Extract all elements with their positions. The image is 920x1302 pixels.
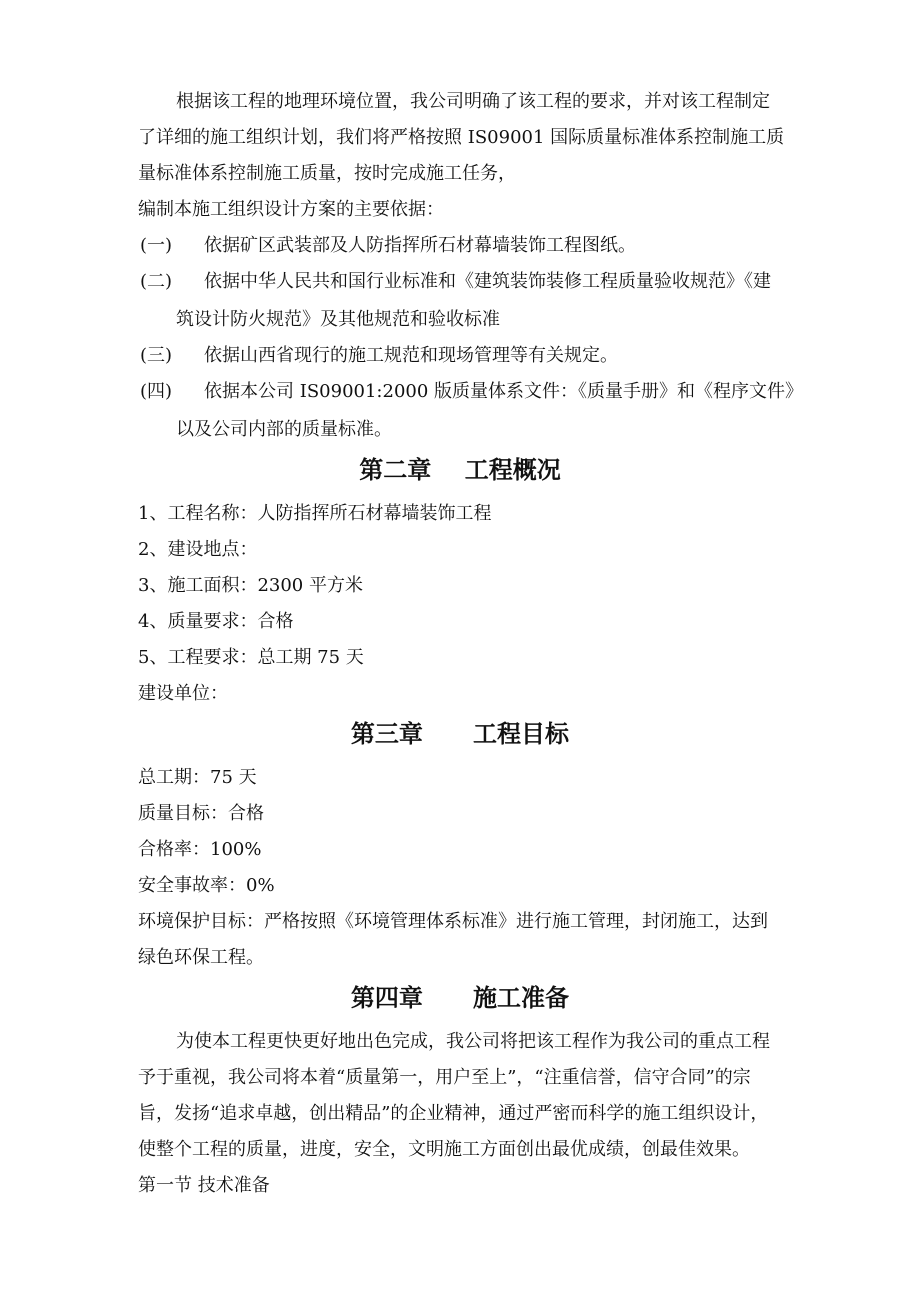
basis-num-3: (三) — [140, 345, 173, 366]
basis-text-1: 依据矿区武装部及人防指挥所石材幕墙装饰工程图纸。 — [204, 235, 636, 256]
intro-line-3: 量标准体系控制施工质量，按时完成施工任务， — [138, 163, 516, 184]
schedule-requirement: 5、工程要求：总工期 75 天 — [138, 647, 364, 668]
quality-target: 质量目标：合格 — [138, 803, 264, 824]
intro-line-4: 编制本施工组织设计方案的主要依据： — [138, 199, 444, 220]
basis-text-3: 依据山西省现行的施工规范和现场管理等有关规定。 — [204, 345, 618, 366]
environment-target: 环境保护目标：严格按照《环境管理体系标准》进行施工管理，封闭施工，达到 — [138, 911, 768, 932]
basis-num-4: (四) — [140, 381, 173, 402]
basis-text-2: 依据中华人民共和国行业标准和《建筑装饰装修工程质量验收规范》《建 — [204, 271, 771, 292]
prep-para-line-3: 旨，发扬“追求卓越，创出精品”的企业精神，通过严密而科学的施工组织设计， — [138, 1103, 769, 1124]
project-area: 3、施工面积：2300 平方米 — [138, 575, 363, 596]
prep-para-line-2: 予于重视，我公司将本着“质量第一，用户至上”，“注重信誉，信守合同”的宗 — [138, 1067, 751, 1088]
chapter-2-title: 第二章 工程概况 — [359, 456, 561, 484]
basis-text-4: 依据本公司 IS09001:2000 版质量体系文件：《质量手册》和《程序文件》 — [204, 381, 804, 402]
prep-para-line-4: 使整个工程的质量，进度，安全，文明施工方面创出最优成绩，创最佳效果。 — [138, 1139, 750, 1160]
environment-target-cont: 绿色环保工程。 — [138, 947, 264, 968]
intro-line-2: 了详细的施工组织计划，我们将严格按照 IS09001 国际质量标准体系控制施工质 — [138, 127, 785, 148]
construction-unit: 建设单位： — [138, 683, 228, 704]
basis-text-2-cont: 筑设计防火规范》及其他规范和验收标准 — [176, 309, 500, 330]
chapter-3-title: 第三章 工程目标 — [350, 720, 570, 748]
project-name: 1、工程名称：人防指挥所石材幕墙装饰工程 — [138, 503, 492, 524]
accident-rate: 安全事故率：0% — [138, 875, 275, 896]
basis-num-1: (一) — [140, 235, 173, 256]
basis-num-2: (二) — [140, 271, 173, 292]
section-1-title: 第一节 技术准备 — [138, 1175, 270, 1196]
quality-requirement: 4、质量要求：合格 — [138, 611, 294, 632]
basis-text-4-cont: 以及公司内部的质量标准。 — [176, 419, 392, 440]
total-duration: 总工期：75 天 — [138, 767, 257, 788]
prep-para-line-1: 为使本工程更快更好地出色完成，我公司将把该工程作为我公司的重点工程 — [176, 1031, 770, 1052]
intro-line-1: 根据该工程的地理环境位置，我公司明确了该工程的要求，并对该工程制定 — [176, 91, 770, 112]
project-location: 2、建设地点： — [138, 539, 258, 560]
chapter-4-title: 第四章 施工准备 — [350, 984, 570, 1012]
pass-rate: 合格率：100% — [138, 839, 262, 860]
